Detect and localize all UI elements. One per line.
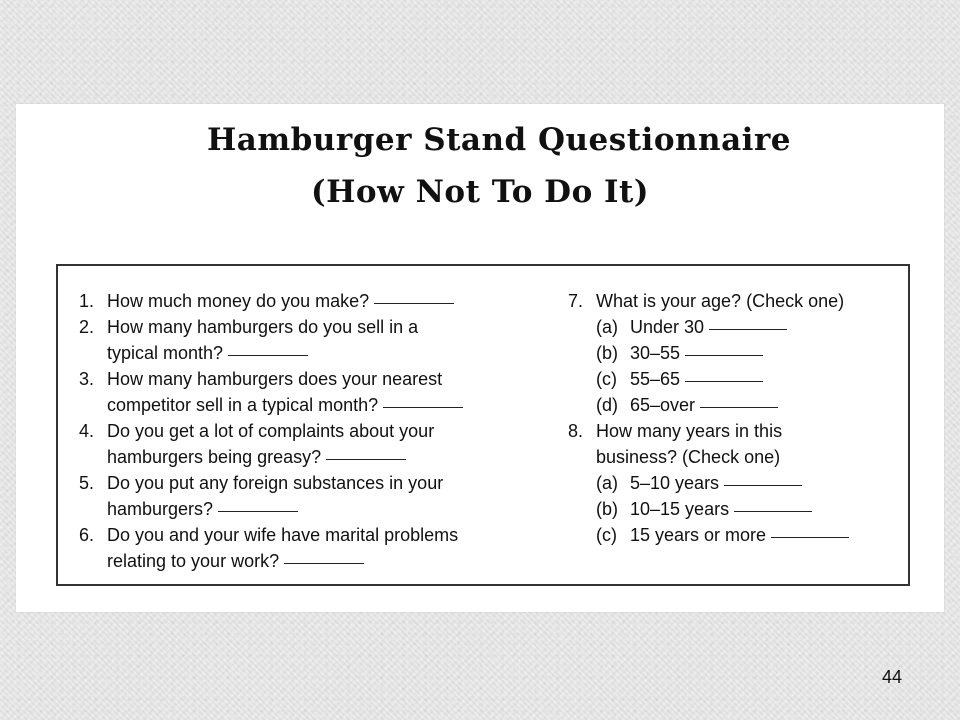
question-text [107,288,519,314]
answer-option [596,470,898,496]
right-question-column [568,288,898,548]
question-line-text: Do you put any foreign substances in your [107,473,444,493]
question-number: 4. [79,421,95,441]
option-letter: (b) [596,343,618,363]
option-text [630,392,898,418]
question-6 [79,522,519,574]
question-line [107,392,519,418]
option-letter: (a) [596,473,618,493]
answer-blank [374,289,454,304]
page-subtitle: (How Not To Do It) [310,174,650,210]
question-line-text: typical month? [107,343,224,363]
question-number: 1. [79,291,95,311]
question-line [107,288,519,314]
question-number: 2. [79,317,95,337]
answer-option [596,340,898,366]
question-line [107,522,519,548]
option-label: 5–10 years [630,473,720,493]
option-text [630,522,898,548]
answer-blank [685,367,763,382]
question-line [596,418,898,444]
answer-blank [383,393,463,408]
option-label: 10–15 years [630,499,730,519]
question-line [107,418,519,444]
question-line-text: business? (Check one) [596,447,781,467]
question-line-text: competitor sell in a typical month? [107,395,379,415]
option-text [630,470,898,496]
option-text [630,340,898,366]
question-text [107,366,519,418]
answer-blank [284,549,364,564]
question-text [596,418,898,548]
answer-blank [771,523,849,538]
question-line-text: hamburgers? [107,499,214,519]
option-text [630,314,898,340]
answer-option [596,522,898,548]
option-label: Under 30 [630,317,705,337]
page-title: Hamburger Stand Questionnaire [206,122,792,158]
option-letter: (b) [596,499,618,519]
question-line-text: Do you and your wife have marital problems [107,525,459,545]
answer-option [596,496,898,522]
answer-option [596,392,898,418]
question-line [107,496,519,522]
question-line-text: relating to your work? [107,551,280,571]
question-line-text: hamburgers being greasy? [107,447,322,467]
question-line [107,548,519,574]
question-1 [79,288,519,314]
answer-option [596,366,898,392]
answer-blank [218,497,298,512]
answer-blank [724,471,802,486]
question-number: 5. [79,473,95,493]
answer-blank [709,315,787,330]
question-line-text: Do you get a lot of complaints about your [107,421,435,441]
question-line [107,314,519,340]
option-label: 65–over [630,395,696,415]
question-line [107,366,519,392]
option-letter: (d) [596,395,618,415]
question-3 [79,366,519,418]
questionnaire-box [56,264,910,586]
question-number: 3. [79,369,95,389]
question-5 [79,470,519,522]
question-4 [79,418,519,470]
answer-blank [228,341,308,356]
question-line [596,288,898,314]
question-text [107,470,519,522]
question-7 [568,288,898,418]
question-number: 6. [79,525,95,545]
answer-blank [700,393,778,408]
question-line [107,340,519,366]
page-number: 44 [881,667,902,687]
question-line [107,470,519,496]
question-text [596,288,898,418]
question-line-text: How many hamburgers do you sell in a [107,317,419,337]
option-text [630,496,898,522]
question-line [107,444,519,470]
question-line-text: How much money do you make? [107,291,370,311]
slide-card [16,104,944,612]
question-text [107,314,519,366]
question-2 [79,314,519,366]
option-label: 15 years or more [630,525,767,545]
option-label: 55–65 [630,369,681,389]
question-line-text: How many years in this [596,421,783,441]
option-label: 30–55 [630,343,681,363]
option-text [630,366,898,392]
question-text [107,522,519,574]
question-line-text: How many hamburgers does your nearest [107,369,443,389]
question-text [107,418,519,470]
question-line [596,444,898,470]
answer-option [596,314,898,340]
question-number: 7. [568,291,584,311]
answer-blank [326,445,406,460]
question-number: 8. [568,421,584,441]
answer-blank [685,341,763,356]
option-letter: (c) [596,369,617,389]
answer-blank [734,497,812,512]
left-question-column [79,288,519,574]
question-line-text: What is your age? (Check one) [596,291,845,311]
option-letter: (a) [596,317,618,337]
question-8 [568,418,898,548]
option-letter: (c) [596,525,617,545]
